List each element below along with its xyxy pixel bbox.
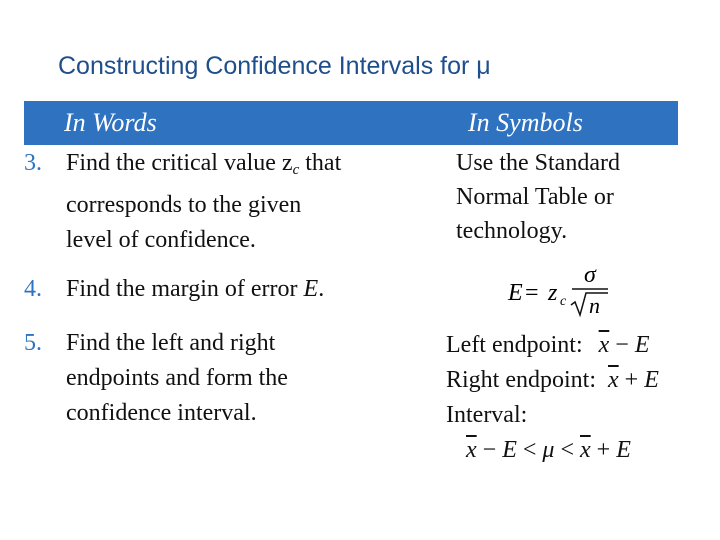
step-3-symbols [456,146,620,248]
step-number: 3. [24,150,42,176]
step-number: 4. [24,276,42,302]
page-title: Constructing Confidence Intervals for μ [58,52,491,80]
step-line: Find the left and right [66,330,276,356]
step-line: confidence interval. [66,400,257,426]
header-in-words: In Words [64,108,157,137]
svg-text:E: E [508,280,523,306]
margin-of-error-formula [496,262,616,320]
svg-text:σ: σ [584,262,596,288]
table-header [24,101,678,145]
svg-text:=: = [525,280,539,306]
left-endpoint-row: Left endpoint: $\overline{x} - E$ [446,332,650,358]
step-line: Find the critical value $z_c$ that [66,150,342,178]
svg-text:n: n [589,293,600,318]
step-line: level of confidence. [66,227,256,253]
step-number: 5. [24,330,42,356]
symbol-line: technology. [456,218,568,244]
interval-inequality: $\overline{x} - E < \mu < \overline{x} + E$ [466,437,631,463]
step-line: endpoints and form the [66,365,288,391]
step-text: Find the margin of error E. [66,276,325,302]
symbol-line: Use the Standard [456,150,620,176]
interval-label-row: Interval: [446,402,528,428]
header-in-symbols: In Symbols [468,108,583,137]
step-5-symbols [446,328,659,468]
svg-text:c: c [560,294,567,309]
right-endpoint-row: Right endpoint: $\overline{x} + E$ [446,367,659,393]
step-text [66,146,341,258]
svg-text:z: z [548,280,558,306]
step-text [66,326,288,431]
symbol-line: Normal Table or [456,184,614,210]
step-line: corresponds to the given [66,192,302,218]
